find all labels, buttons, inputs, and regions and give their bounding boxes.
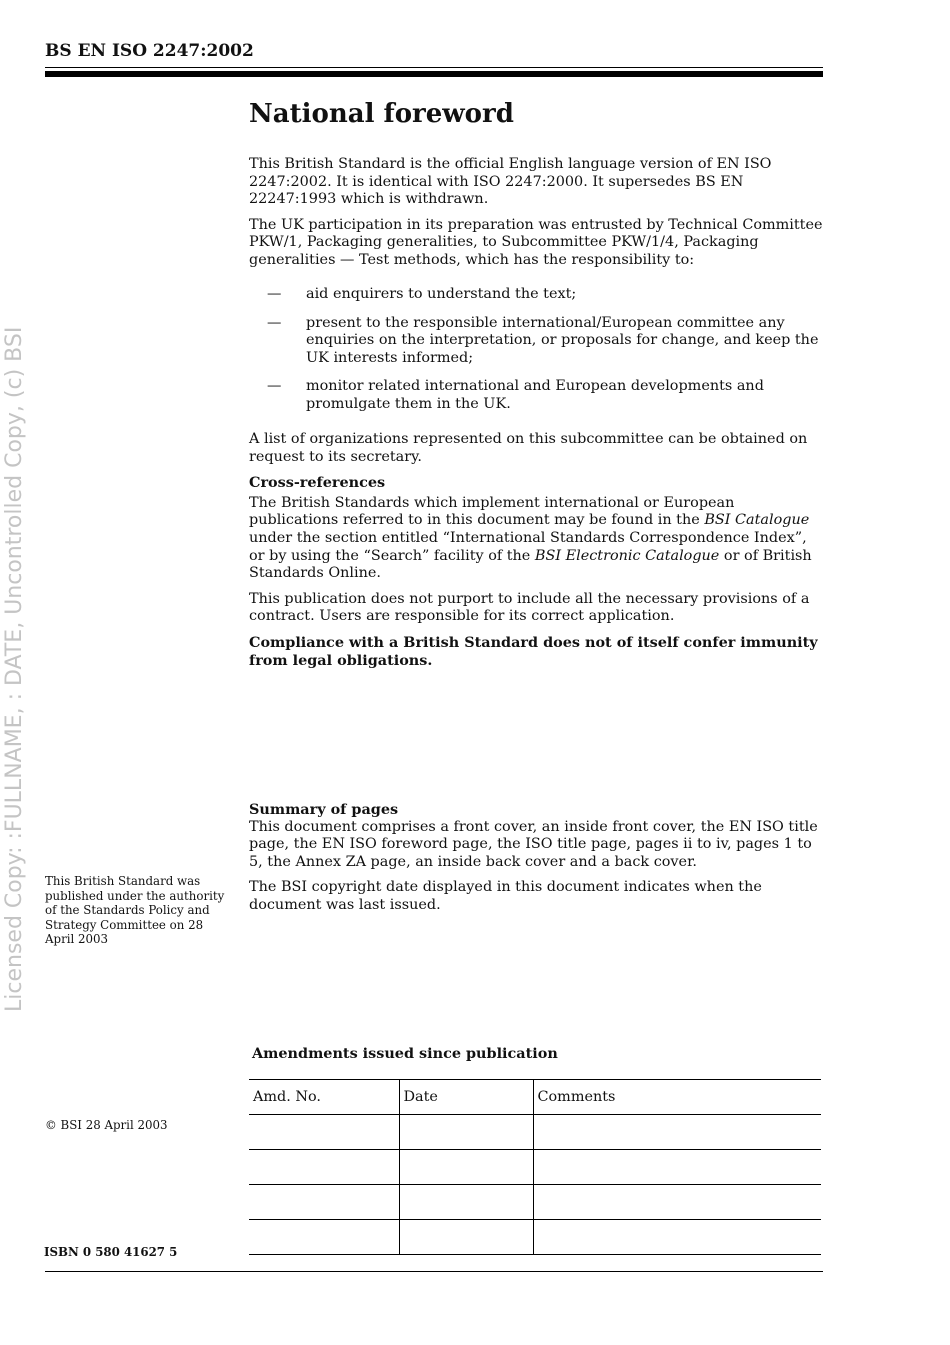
- table-row: [249, 1150, 821, 1185]
- table-cell: [533, 1220, 821, 1255]
- footer-rule: [45, 1271, 823, 1272]
- dash-bullet: —: [267, 286, 282, 302]
- main-notes: [249, 431, 823, 677]
- amendments-title: Amendments issued since publication: [252, 1045, 558, 1062]
- table-header-row: [249, 1080, 821, 1115]
- table-row: [249, 1220, 821, 1255]
- copyright-line: © BSI 28 April 2003: [45, 1118, 168, 1132]
- list-item-text: monitor related international and European developments and promulgate them in the UK.: [306, 378, 764, 412]
- summary-text: This document comprises a front cover, an inside front cover, the EN ISO title page, the EN ISO foreword page, the ISO title page, pages ii to iv, pages 1 to 5, the Annex ZA page, an inside back cover and a back cover.: [249, 818, 818, 870]
- table-cell: [249, 1185, 399, 1220]
- table-cell: [249, 1150, 399, 1185]
- cross-ref-text-1: The British Standards which implement international or European publications referred to in this document may be found in the: [249, 494, 735, 529]
- compliance-note: Compliance with a British Standard does not of itself confer immunity from legal obligations.: [249, 633, 818, 669]
- dash-bullet: —: [267, 378, 282, 395]
- cross-ref-text-2: under the section entitled “International Standards Correspondence Index”, or by using the “Search” facility of the: [249, 529, 807, 564]
- table-cell: [249, 1220, 399, 1255]
- column-header-amd-no: Amd. No.: [249, 1080, 399, 1115]
- table-cell: [399, 1185, 533, 1220]
- table-cell: [249, 1115, 399, 1150]
- cross-references-text: [249, 495, 823, 583]
- list-item-text: aid enquirers to understand the text;: [306, 286, 577, 302]
- dash-bullet: —: [267, 314, 282, 331]
- list-item: [249, 315, 823, 368]
- publication-note: This British Standard was published under the authority of the Standards Policy and Strategy Committee on 28 April 2003: [45, 874, 225, 947]
- table-cell: [533, 1115, 821, 1150]
- page-title: National foreword: [249, 99, 514, 129]
- list-item-text: present to the responsible international/European committee any enquiries on the interpretation, or proposals for change, and keep the UK interests informed;: [306, 314, 819, 366]
- column-header-comments: Comments: [533, 1080, 821, 1115]
- summary-heading: Summary of pages: [249, 801, 399, 818]
- cross-references-heading: Cross-references: [249, 474, 386, 492]
- table-cell: [533, 1150, 821, 1185]
- document-id: BS EN ISO 2247:2002: [45, 41, 254, 61]
- bsi-electronic-catalogue-title: BSI Electronic Catalogue: [534, 547, 720, 564]
- participation-paragraph: The UK participation in its preparation was entrusted by Technical Committee PKW/1, Packaging generalities, to Subcommittee PKW/1/4, Packaging generalities — Test methods, which has the responsibility to:: [249, 216, 823, 268]
- intro-section: [249, 156, 823, 278]
- license-watermark: Licensed Copy: :FULLNAME, : DATE, Uncontrolled Copy, (c) BSI: [2, 326, 27, 1012]
- amendments-table: [249, 1079, 821, 1255]
- header-rule-thin: [45, 67, 823, 68]
- bsi-catalogue-title: BSI Catalogue: [704, 512, 810, 529]
- table-cell: [399, 1115, 533, 1150]
- table-cell: [533, 1185, 821, 1220]
- copyright-date-note: The BSI copyright date displayed in this document indicates when the document was last issued.: [249, 879, 762, 913]
- provisions-note: This publication does not purport to include all the necessary provisions of a contract. Users are responsible for its correct application.: [249, 590, 810, 625]
- subcommittee-note: A list of organizations represented on this subcommittee can be obtained on request to its secretary.: [249, 431, 808, 465]
- column-header-date: Date: [399, 1080, 533, 1115]
- summary-section: [249, 801, 823, 923]
- cross-ref-text-3: or of British Standards Online.: [249, 547, 812, 582]
- header-rule-thick: [45, 71, 823, 77]
- responsibility-list: [249, 286, 823, 425]
- table-cell: [399, 1220, 533, 1255]
- table-row: [249, 1115, 821, 1150]
- table-cell: [399, 1150, 533, 1185]
- list-item: [249, 378, 823, 413]
- table-row: [249, 1185, 821, 1220]
- intro-paragraph: This British Standard is the official English language version of EN ISO 2247:2002. It is identical with ISO 2247:2000. It supersedes BS EN 22247:1993 which is withdrawn.: [249, 156, 772, 208]
- list-item: [249, 286, 823, 304]
- isbn: ISBN 0 580 41627 5: [44, 1245, 178, 1259]
